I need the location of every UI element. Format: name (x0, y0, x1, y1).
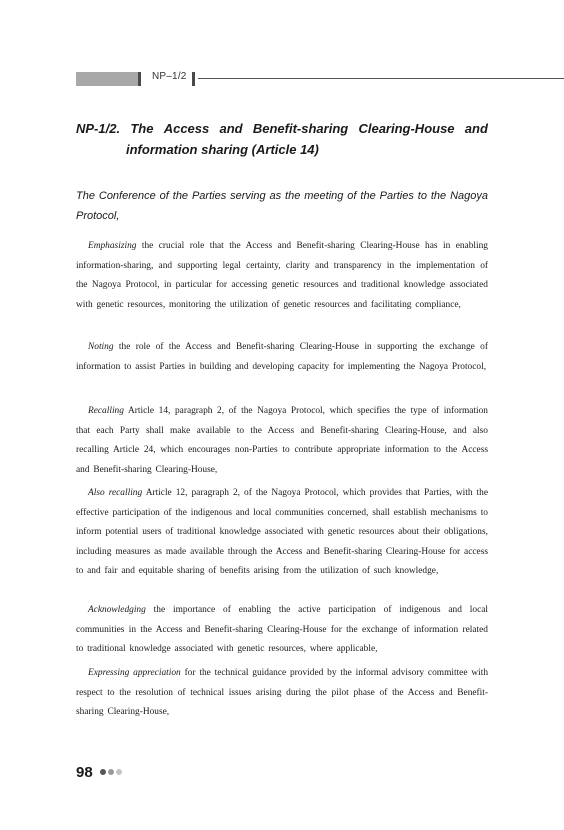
title-word: and (464, 121, 488, 136)
paragraph-lead: Recalling (88, 406, 124, 416)
paragraph-text: for the technical guidance provided by the informal advisory committee with respect to the resolution of technical issues arising during the pilot phase of the Access and Benefit-sharing Clearing-House, (76, 668, 489, 718)
title-word: and (219, 121, 243, 136)
page-number-dots (100, 769, 122, 775)
header-rule (198, 78, 564, 79)
preamble-paragraph (76, 237, 488, 315)
title-line-2: information sharing (Article 14) (126, 142, 319, 157)
paragraph-lead: Noting (88, 342, 114, 352)
paragraph-text: the importance of enabling the active participation of indigenous and local communities in the Access and Benefit-sharing Clearing-House for the exchange of information related to traditional knowledge associated with genetic resources, where applicable, (76, 605, 488, 655)
preamble-paragraph (76, 402, 488, 480)
preamble-intro: The Conference of the Parties serving as the meeting of the Parties to the Nagoya Protocol, (76, 190, 488, 222)
paragraph-lead: Emphasizing (88, 241, 137, 251)
preamble-paragraph (76, 484, 488, 582)
paragraph-text: Article 12, paragraph 2, of the Nagoya Protocol, which provides that Parties, with the effective participation of the indigenous and local communities concerned, shall establish mechanisms to inform potential users of traditional knowledge associated with genetic resources about their obligations, including measures as made available through the Access and Benefit-sharing Clearing-House for access to and fair and equitable sharing of benefits arising from the utilization of such knowledge, (76, 488, 488, 577)
header-document-code: NP–1/2 (152, 71, 187, 82)
header-divider-tick (192, 72, 195, 86)
preamble-paragraph (76, 664, 488, 723)
paragraph-lead: Expressing appreciation (88, 668, 181, 678)
preamble-paragraph (76, 338, 488, 377)
title-word: Access (163, 121, 210, 136)
title-word: Benefit-sharing (252, 121, 349, 136)
paragraph-text: the role of the Access and Benefit-sharing Clearing-House in supporting the exchange of information to assist Parties in building and developing capacity for implementing the Nagoya Protocol, (76, 342, 488, 372)
decision-number: NP-1/2. (76, 121, 121, 136)
decorative-dot (108, 769, 114, 775)
title-word: The (130, 121, 154, 136)
paragraph-text: Article 14, paragraph 2, of the Nagoya Protocol, which specifies the type of information that each Party shall make available to the Access and Benefit-sharing Clearing-House, and also recalling Article 24, which encourages non-Parties to contribute appropriate information to the Access and Benefit-sharing Clearing-House, (76, 406, 488, 475)
header-divider-tick (138, 72, 141, 86)
title-word: Clearing-House (358, 121, 455, 136)
paragraph-lead: Also recalling (88, 488, 143, 498)
decorative-dot (116, 769, 122, 775)
page-number: 98 (76, 764, 93, 781)
title-line-1 (76, 118, 488, 139)
header-gray-bar (76, 72, 138, 86)
preamble-paragraph (76, 601, 488, 660)
paragraph-lead: Acknowledging (88, 605, 146, 615)
decorative-dot (100, 769, 106, 775)
paragraph-text: the crucial role that the Access and Benefit-sharing Clearing-House has in enabling information-sharing, and supporting legal certainty, clarity and transparency in the implementation of the Nagoya Protocol, in particular for accessing genetic resources and traditional knowledge associated with genetic resources, monitoring the utilization of genetic resources and facilitating compliance, (76, 241, 488, 310)
decision-title (76, 118, 488, 160)
